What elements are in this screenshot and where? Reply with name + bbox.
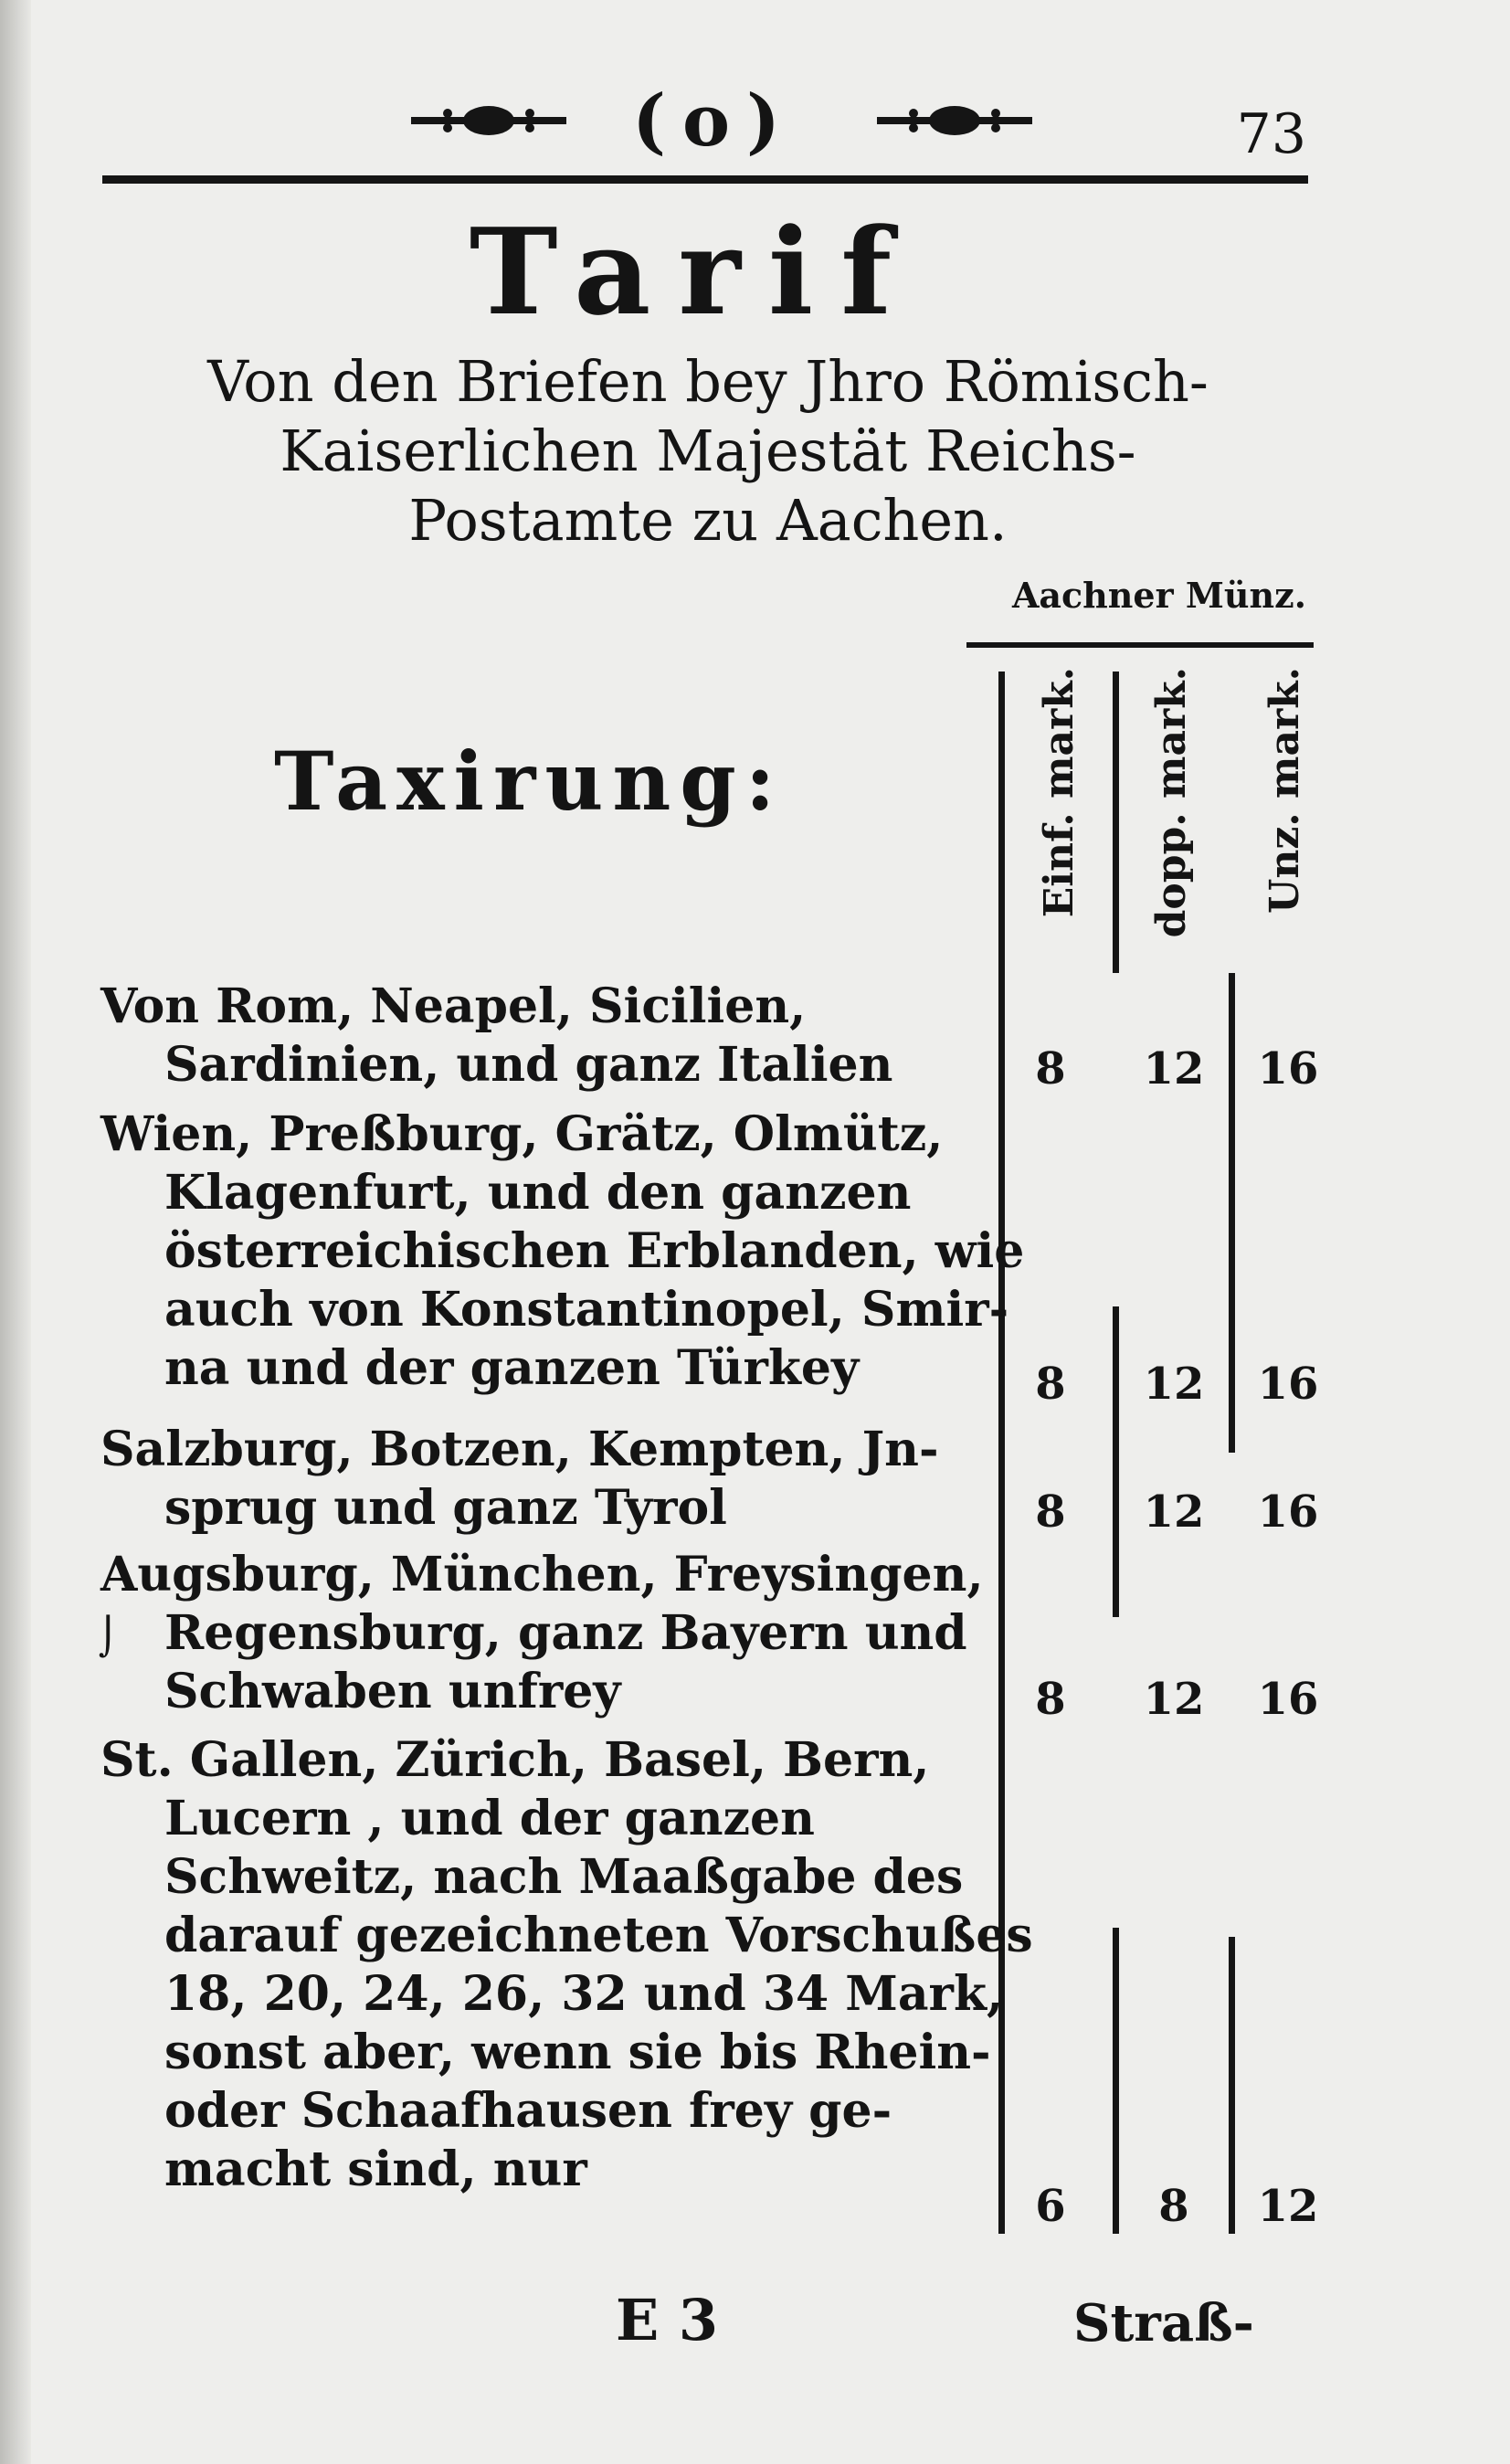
rate-double: 8 xyxy=(1158,2181,1189,2232)
entry-line: Von Rom, Neapel, Sicilien, xyxy=(100,978,807,1034)
rate-ounce: 16 xyxy=(1257,1043,1319,1095)
column-rule xyxy=(1229,1937,1235,2234)
entry-line: St. Gallen, Zürich, Basel, Bern, xyxy=(100,1732,930,1788)
rate-ounce: 16 xyxy=(1257,1674,1319,1725)
rate-single: 8 xyxy=(1035,1674,1066,1725)
header-mark: (o) xyxy=(632,79,797,163)
section-heading: Taxirung: xyxy=(274,734,785,829)
tariff-entry xyxy=(100,1546,987,1721)
column-rule xyxy=(1113,1928,1119,2234)
entry-line: Augsburg, München, Freysingen, xyxy=(100,1547,984,1602)
entry-line: macht sind, nur xyxy=(164,2141,587,2197)
entry-line: na und der ganzen Türkey xyxy=(164,1340,860,1396)
subtitle xyxy=(100,347,1315,555)
column-rule xyxy=(1113,672,1119,973)
entry-line: Lucern , und der ganzen xyxy=(164,1791,815,1846)
signature-mark: E 3 xyxy=(616,2287,718,2353)
rate-single: 8 xyxy=(1035,1043,1066,1095)
rate-double: 12 xyxy=(1143,1359,1205,1410)
currency-label: Aachner Münz. xyxy=(1011,575,1306,616)
column-header-label: Einf. mark. xyxy=(1036,667,1082,918)
tariff-entry xyxy=(100,1105,1025,1398)
entry-line xyxy=(100,1790,987,1848)
column-rule xyxy=(1229,1306,1235,1453)
entry-line: Wien, Preßburg, Grätz, Olmütz, xyxy=(100,1106,944,1162)
entry-line: Regensburg, ganz Bayern und xyxy=(164,1605,967,1661)
column-header-label: Unz. mark. xyxy=(1262,667,1308,915)
rate-ounce: 16 xyxy=(1257,1486,1319,1538)
entry-line: auch von Konstantinopel, Smir- xyxy=(164,1282,1009,1338)
right-header-ornament xyxy=(877,102,1032,139)
subtitle-line: Von den Briefen bey Jhro Römisch- xyxy=(207,348,1209,415)
rate-double: 12 xyxy=(1143,1674,1205,1725)
bracket-mark: ⌡ xyxy=(99,1616,118,1658)
rate-double: 12 xyxy=(1143,1043,1205,1095)
page-number: 73 xyxy=(1236,102,1306,166)
rate-single: 8 xyxy=(1035,1359,1066,1410)
entry-line: oder Schaafhausen frey ge- xyxy=(164,2083,892,2139)
entry-line: Schweitz, nach Maaßgabe des xyxy=(164,1849,964,1905)
rate-ounce: 12 xyxy=(1257,2181,1319,2232)
rate-ounce: 16 xyxy=(1257,1359,1319,1410)
currency-rule xyxy=(966,642,1314,648)
tariff-entry xyxy=(100,1731,1033,2199)
column-rule xyxy=(1113,1306,1119,1617)
entry-line: sonst aber, wenn sie bis Rhein- xyxy=(164,2025,991,2080)
left-header-ornament xyxy=(411,102,566,139)
entry-line: Schwaben unfrey xyxy=(164,1664,621,1719)
entry-line: österreichischen Erblanden, wie xyxy=(164,1223,1025,1279)
column-header-double xyxy=(1122,667,1222,968)
column-header-single xyxy=(1009,667,1110,968)
column-header-label: dopp. mark. xyxy=(1148,667,1195,938)
entry-line: sprug und ganz Tyrol xyxy=(164,1480,727,1536)
rate-single: 6 xyxy=(1035,2181,1066,2232)
page-title: Tarif xyxy=(469,202,920,342)
entry-line: 18, 20, 24, 26, 32 und 34 Mark, xyxy=(164,1966,1004,2022)
tariff-entry xyxy=(100,978,987,1095)
column-rule xyxy=(1229,973,1235,1320)
tariff-entry xyxy=(100,1421,987,1538)
header-rule xyxy=(102,175,1308,184)
subtitle-line: Kaiserlichen Majestät Reichs- xyxy=(280,418,1136,484)
entry-line: Salzburg, Botzen, Kempten, Jn- xyxy=(100,1422,939,1477)
rate-single: 8 xyxy=(1035,1486,1066,1538)
book-spine-shadow xyxy=(0,0,31,2464)
catchword: Straß- xyxy=(1073,2293,1254,2353)
column-header-ounce xyxy=(1235,667,1336,968)
subtitle-line: Postamte zu Aachen. xyxy=(408,487,1008,554)
entry-line: darauf gezeichneten Vorschußes xyxy=(164,1908,1033,1963)
entry-line: Klagenfurt, und den ganzen xyxy=(164,1165,912,1221)
rate-double: 12 xyxy=(1143,1486,1205,1538)
entry-line: Sardinien, und ganz Italien xyxy=(164,1037,893,1093)
